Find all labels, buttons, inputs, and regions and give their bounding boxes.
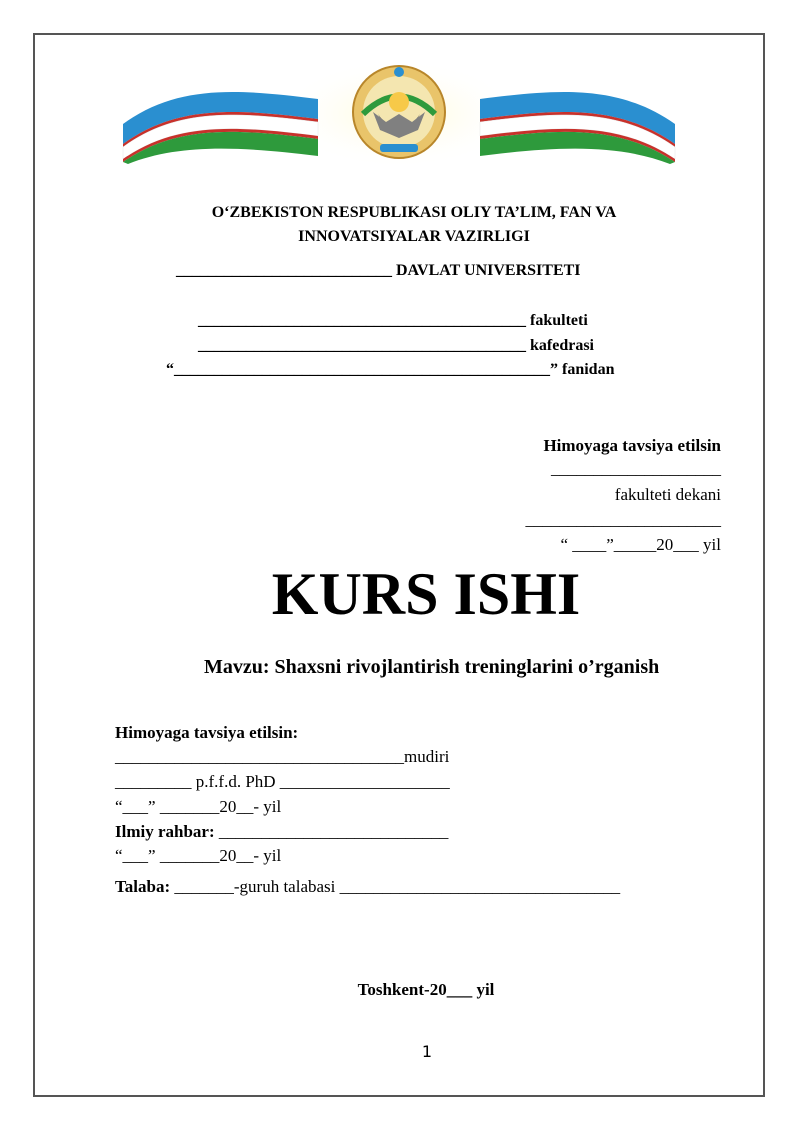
student-blank: _______-guruh talabasi _________________________________: [170, 877, 621, 896]
topic-line: Mavzu: Shaxsni rivojlantirish treninglarini o’rganish: [204, 656, 660, 678]
approval-top-line-2: _______________________: [525, 510, 721, 529]
advisor-label: Ilmiy rahbar:: [115, 822, 215, 841]
advisor-blank: ___________________________: [214, 822, 449, 841]
advisor-line: [115, 822, 448, 842]
ministry-line-2: INNOVATSIYALAR VAZIRLIGI: [298, 228, 530, 245]
department-line: _________________________________________ kafedrasi: [198, 337, 594, 354]
dean-label: fakulteti dekani: [614, 485, 721, 504]
state-emblem-with-flags-icon: [118, 64, 680, 164]
university-line: ___________________________ DAVLAT UNIVERSITETI: [176, 262, 581, 279]
approval-top-heading: Himoyaga tavsiya etilsin: [543, 436, 721, 455]
approval-bottom-heading: Himoyaga tavsiya etilsin:: [115, 723, 299, 742]
right-flag-icon: [480, 92, 675, 164]
phd-line: _________ p.f.f.d. PhD ____________________: [115, 772, 450, 791]
date-line-1: “___” _______20__- yil: [115, 797, 282, 816]
student-label: Talaba:: [115, 877, 171, 896]
city-year: Toshkent-20___ yil: [357, 980, 495, 999]
head-line: __________________________________mudiri: [115, 747, 450, 766]
ministry-line-1: O‘ZBEKISTON RESPUBLIKASI OLIY TA’LIM, FAN VA: [211, 204, 617, 221]
approval-top-date: “ ____”_____20___ yil: [560, 535, 721, 554]
subject-line: “_______________________________________________” fanidan: [166, 361, 615, 378]
approval-top-line-1: ____________________: [551, 459, 721, 478]
date-line-2: “___” _______20__- yil: [115, 846, 282, 865]
page-number: 1: [421, 1042, 433, 1061]
document-title: KURS ISHI: [271, 561, 581, 627]
faculty-line: _________________________________________ fakulteti: [198, 312, 588, 329]
student-line: [115, 877, 620, 897]
coat-of-arms-icon: [353, 66, 445, 158]
left-flag-icon: [123, 92, 318, 164]
